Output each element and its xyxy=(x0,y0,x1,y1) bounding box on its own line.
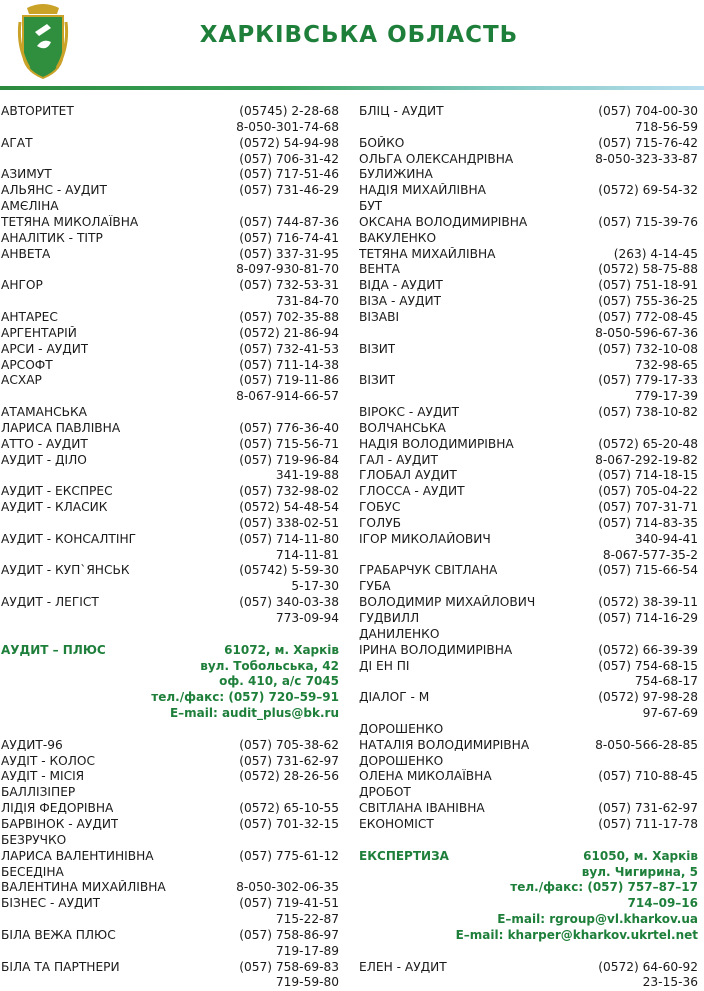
directory-row xyxy=(359,437,698,453)
directory-row xyxy=(359,342,698,358)
entry-phone: (0572) 64-60-92 xyxy=(598,959,698,974)
entry-name: АТТО - АУДИТ xyxy=(1,436,88,451)
entry-name: АРСОФТ xyxy=(1,357,53,372)
entry-name: СВІТЛАНА ІВАНІВНА xyxy=(359,801,485,816)
entry-name: АУДИТ-96 xyxy=(1,737,63,752)
entry-name: ЕЛЕН - АУДИТ xyxy=(359,959,447,974)
directory-row xyxy=(1,944,339,960)
directory-row xyxy=(1,373,339,389)
directory-row xyxy=(1,278,339,294)
entry-phone: 8-067-292-19-82 xyxy=(595,452,698,467)
page-title: ХАРКІВСЬКА ОБЛАСТЬ xyxy=(199,22,519,48)
directory-row xyxy=(359,659,698,675)
entry-phone: (057) 738-10-82 xyxy=(598,405,698,420)
directory-row xyxy=(359,801,698,817)
entry-phone: (0572) 65-20-48 xyxy=(598,436,698,451)
directory-row xyxy=(359,120,698,136)
directory-row xyxy=(1,912,339,928)
spacer xyxy=(1,722,339,738)
entry-phone: (05745) 2-28-68 xyxy=(239,104,339,118)
entry-phone: (057) 744-87-36 xyxy=(239,214,339,229)
directory-row xyxy=(359,152,698,168)
directory-row xyxy=(359,627,698,643)
directory-row xyxy=(1,247,339,263)
listing-contact-line: тел./факс: (057) 757–87–17 xyxy=(510,880,698,895)
directory-row xyxy=(1,516,339,532)
directory-row xyxy=(1,928,339,944)
directory-row xyxy=(359,167,698,183)
entry-name: БЛІЦ - АУДИТ xyxy=(359,104,444,118)
directory-row xyxy=(359,706,698,722)
entry-phone: (057) 751-18-91 xyxy=(598,278,698,293)
entry-name: ГЛОБАЛ АУДИТ xyxy=(359,468,457,483)
highlighted-listing xyxy=(1,643,339,722)
directory-row xyxy=(359,373,698,389)
entry-phone: (0572) 21-86-94 xyxy=(239,325,339,340)
entry-name: АРГЕНТАРІЙ xyxy=(1,325,77,340)
entry-phone: (057) 337-31-95 xyxy=(239,246,339,261)
entry-name: АУДИТ - ЛЕГІСТ xyxy=(1,595,99,610)
page-header xyxy=(0,0,704,92)
entry-name: ТЕТЯНА МИХАЙЛІВНА xyxy=(359,246,496,261)
entry-phone: (057) 754-68-15 xyxy=(598,658,698,673)
entry-name: АСХАР xyxy=(1,373,42,388)
entry-phone: 341-19-88 xyxy=(275,468,339,483)
directory-row xyxy=(1,880,339,896)
entry-name: ДОРОШЕНКО xyxy=(359,753,444,768)
entry-name: ГУДВИЛЛ xyxy=(359,611,420,625)
directory-row xyxy=(1,405,339,421)
directory-row xyxy=(1,152,339,168)
directory-row xyxy=(359,500,698,516)
directory-row xyxy=(359,136,698,152)
entry-name: БОЙКО xyxy=(359,135,405,150)
entry-name: НАДІЯ ВОЛОДИМИРІВНА xyxy=(359,436,514,451)
entry-phone: (057) 714-16-29 xyxy=(598,611,698,625)
entry-phone: 714-11-81 xyxy=(275,547,339,562)
entry-name: АЗИМУТ xyxy=(1,167,52,182)
directory-row xyxy=(1,548,339,564)
spacer xyxy=(1,627,339,643)
directory-row xyxy=(359,389,698,405)
directory-row xyxy=(1,500,339,516)
directory-row xyxy=(1,262,339,278)
directory-row xyxy=(1,833,339,849)
entry-phone: 715-22-87 xyxy=(275,912,339,927)
left-column xyxy=(1,104,339,991)
directory-row xyxy=(359,722,698,738)
entry-phone: (057) 779-17-33 xyxy=(598,373,698,388)
entry-name: ОЛЕНА МИКОЛАЇВНА xyxy=(359,769,492,784)
entry-phone: (057) 705-38-62 xyxy=(239,737,339,752)
entry-name: ВІЗАВІ xyxy=(359,309,400,324)
directory-row xyxy=(1,754,339,770)
directory-row xyxy=(1,294,339,310)
entry-name: ВАЛЕНТИНА МИХАЙЛІВНА xyxy=(1,880,166,895)
directory-row xyxy=(359,231,698,247)
entry-name: ДРОБОТ xyxy=(359,785,411,800)
entry-name: АУДИТ - КОНСАЛТІНГ xyxy=(1,531,137,546)
entry-phone: (057) 702-35-88 xyxy=(239,309,339,324)
entry-name: АРСИ - АУДИТ xyxy=(1,341,89,356)
entry-phone: 8-067-577-35-2 xyxy=(602,547,698,562)
entry-name: ОЛЬГА ОЛЕКСАНДРІВНА xyxy=(359,151,514,166)
directory-row xyxy=(359,484,698,500)
listing-contact-line: 714–09–16 xyxy=(627,896,698,911)
entry-phone: (0572) 69-54-32 xyxy=(598,183,698,198)
entry-phone: (057) 715-56-71 xyxy=(239,436,339,451)
entry-name: ВІЗИТ xyxy=(359,341,396,356)
entry-phone: (057) 732-10-08 xyxy=(598,341,698,356)
entry-name: ЛАРИСА ПАВЛІВНА xyxy=(1,420,121,435)
entry-name: БЕСЕДІНА xyxy=(1,864,64,879)
directory-row xyxy=(1,167,339,183)
directory-row xyxy=(359,817,698,833)
entry-phone: (057) 732-98-02 xyxy=(239,484,339,499)
entry-phone: (0572) 58-75-88 xyxy=(598,262,698,277)
entry-phone: (057) 714-11-80 xyxy=(239,531,339,546)
directory-row xyxy=(1,215,339,231)
directory-row xyxy=(1,310,339,326)
directory-row xyxy=(1,579,339,595)
directory-row xyxy=(1,342,339,358)
entry-phone: (057) 338-02-51 xyxy=(239,515,339,530)
entry-phone: (057) 701-32-15 xyxy=(239,816,339,831)
directory-row xyxy=(1,136,339,152)
entry-phone: 97-67-69 xyxy=(642,706,698,721)
directory-row xyxy=(359,215,698,231)
entry-name: ГЛОССА - АУДИТ xyxy=(359,484,465,499)
entry-phone: (057) 775-61-12 xyxy=(239,848,339,863)
entry-phone: (0572) 65-10-55 xyxy=(239,801,339,816)
entry-name: НАТАЛІЯ ВОЛОДИМИРІВНА xyxy=(359,737,530,752)
entry-phone: 732-98-65 xyxy=(634,357,698,372)
entry-name: АЛЬЯНС - АУДИТ xyxy=(1,183,107,198)
entry-phone: (057) 710-88-45 xyxy=(598,769,698,784)
directory-row xyxy=(359,563,698,579)
directory-row xyxy=(359,690,698,706)
entry-phone: 8-050-323-33-87 xyxy=(595,151,698,166)
entry-phone: (0572) 97-98-28 xyxy=(598,690,698,705)
entry-name: ОКСАНА ВОЛОДИМИРІВНА xyxy=(359,214,528,229)
directory-row xyxy=(1,389,339,405)
directory-row xyxy=(1,960,339,976)
directory-row xyxy=(1,358,339,374)
entry-name: АНАЛІТИК - ТІТР xyxy=(1,230,103,245)
entry-name: ВІЗИТ xyxy=(359,373,396,388)
directory-row xyxy=(1,738,339,754)
directory-row xyxy=(1,453,339,469)
entry-name: ГУБА xyxy=(359,579,391,594)
entry-name: АУДІТ - МІСІЯ xyxy=(1,769,85,784)
entry-phone: (05742) 5-59-30 xyxy=(239,563,339,578)
entry-phone: 23-15-36 xyxy=(642,975,698,990)
entry-name: БІЗНЕС - АУДИТ xyxy=(1,896,101,911)
directory-row xyxy=(359,262,698,278)
directory-row xyxy=(359,532,698,548)
entry-phone: 8-050-302-06-35 xyxy=(236,880,339,895)
entry-name: АГАТ xyxy=(1,135,33,150)
directory-row xyxy=(1,611,339,627)
spacer xyxy=(359,833,698,849)
entry-phone: (057) 772-08-45 xyxy=(598,309,698,324)
entry-phone: (0572) 38-39-11 xyxy=(598,595,698,610)
directory-row xyxy=(1,468,339,484)
directory-row xyxy=(359,421,698,437)
entry-name: ВІРОКС - АУДИТ xyxy=(359,405,460,420)
entry-name: АУДИТ - КУП`ЯНСЬК xyxy=(1,563,130,578)
entry-phone: 779-17-39 xyxy=(634,389,698,404)
directory-row xyxy=(1,849,339,865)
directory-row xyxy=(359,278,698,294)
directory-row xyxy=(359,405,698,421)
entry-name: ВОЛЧАНСЬКА xyxy=(359,420,446,435)
directory-row xyxy=(1,801,339,817)
entry-name: БУЛИЖИНА xyxy=(359,167,433,182)
entry-phone: 8-067-914-66-57 xyxy=(236,389,339,404)
directory-row xyxy=(1,896,339,912)
entry-phone: (0572) 54-48-54 xyxy=(239,500,339,515)
entry-phone: (057) 758-69-83 xyxy=(239,959,339,974)
entry-name: ДАНИЛЕНКО xyxy=(359,626,440,641)
directory-row xyxy=(1,865,339,881)
entry-phone: (057) 755-36-25 xyxy=(598,294,698,309)
entry-phone: (057) 706-31-42 xyxy=(239,151,339,166)
entry-phone: (057) 711-17-78 xyxy=(598,816,698,831)
entry-phone: (057) 715-66-54 xyxy=(598,563,698,578)
directory-row xyxy=(1,595,339,611)
entry-phone: 8-050-301-74-68 xyxy=(236,119,339,134)
entry-name: БУТ xyxy=(359,199,383,214)
entry-phone: 8-050-566-28-85 xyxy=(595,737,698,752)
entry-name: АНТАРЕС xyxy=(1,309,58,324)
entry-phone: (057) 732-53-31 xyxy=(239,278,339,293)
entry-phone: (057) 711-14-38 xyxy=(239,357,339,372)
directory-row xyxy=(359,294,698,310)
listing-company-name: ЕКСПЕРТИЗА xyxy=(359,848,449,863)
directory-row xyxy=(359,785,698,801)
entry-phone: 718-56-59 xyxy=(634,119,698,134)
entry-phone: (057) 719-11-86 xyxy=(239,373,339,388)
entry-phone: (057) 776-36-40 xyxy=(239,420,339,435)
directory-row xyxy=(359,358,698,374)
listing-contact-line: E–mail: kharper@kharkov.ukrtel.net xyxy=(455,927,698,942)
listing-company-name: АУДИТ – ПЛЮС xyxy=(1,642,106,657)
directory-row xyxy=(359,468,698,484)
right-column xyxy=(359,104,698,991)
directory-row xyxy=(1,484,339,500)
entry-name: АМЄЛІНА xyxy=(1,199,59,214)
entry-phone: 8-097-930-81-70 xyxy=(236,262,339,277)
directory-row xyxy=(359,453,698,469)
entry-name: ІРИНА ВОЛОДИМИРІВНА xyxy=(359,642,513,657)
directory-row xyxy=(359,247,698,263)
entry-phone: 754-68-17 xyxy=(634,674,698,689)
entry-phone: (057) 731-62-97 xyxy=(239,753,339,768)
directory-row xyxy=(359,595,698,611)
entry-phone: (0572) 66-39-39 xyxy=(598,642,698,657)
entry-phone: (057) 715-76-42 xyxy=(598,135,698,150)
entry-name: ВАКУЛЕНКО xyxy=(359,230,437,245)
listing-contact-line: тел./факс: (057) 720–59–91 xyxy=(151,690,339,705)
directory-row xyxy=(359,183,698,199)
directory-row xyxy=(359,579,698,595)
directory-row xyxy=(1,231,339,247)
directory-row xyxy=(1,563,339,579)
entry-name: БІЛА ВЕЖА ПЛЮС xyxy=(1,927,116,942)
directory-row xyxy=(359,611,698,627)
listing-contact-line: E–mail: rgroup@vl.kharkov.ua xyxy=(497,912,698,927)
directory-row xyxy=(1,183,339,199)
directory-row xyxy=(359,199,698,215)
entry-name: ВОЛОДИМИР МИХАЙЛОВИЧ xyxy=(359,595,536,610)
directory-row xyxy=(359,643,698,659)
directory-row xyxy=(1,785,339,801)
entry-name: АТАМАНСЬКА xyxy=(1,405,87,420)
entry-name: БАРВІНОК - АУДИТ xyxy=(1,816,119,831)
directory-row xyxy=(1,769,339,785)
directory-row xyxy=(359,754,698,770)
entry-name: ЕКОНОМІСТ xyxy=(359,816,434,831)
entry-phone: (057) 717-51-46 xyxy=(239,167,339,182)
entry-name: АУДІТ - КОЛОС xyxy=(1,753,95,768)
entry-name: НАДІЯ МИХАЙЛІВНА xyxy=(359,183,487,198)
entry-phone: (0572) 28-26-56 xyxy=(239,769,339,784)
listing-contact-line: 61072, м. Харків xyxy=(224,642,339,657)
listing-contact-line: 61050, м. Харків xyxy=(583,848,698,863)
listing-contact-line: вул. Тобольська, 42 xyxy=(200,658,339,673)
entry-phone: 719-17-89 xyxy=(275,943,339,958)
entry-phone: (057) 719-41-51 xyxy=(239,896,339,911)
directory-row xyxy=(359,674,698,690)
entry-name: ВІДА - АУДИТ xyxy=(359,278,443,293)
entry-phone: (057) 704-00-30 xyxy=(598,104,698,118)
entry-name: АНВЕТА xyxy=(1,246,51,261)
entry-phone: 8-050-596-67-36 xyxy=(595,325,698,340)
directory-row xyxy=(359,310,698,326)
listing-contact-line: оф. 410, а/с 7045 xyxy=(219,674,339,689)
entry-phone: 773-09-94 xyxy=(275,611,339,625)
directory-row xyxy=(359,960,698,976)
entry-phone: (057) 719-96-84 xyxy=(239,452,339,467)
directory-row xyxy=(1,532,339,548)
entry-phone: 731-84-70 xyxy=(275,294,339,309)
entry-name: АУДИТ - КЛАСИК xyxy=(1,500,108,515)
entry-name: ТЕТЯНА МИКОЛАЇВНА xyxy=(1,214,139,229)
entry-phone: (057) 758-86-97 xyxy=(239,927,339,942)
header-divider xyxy=(0,86,704,90)
listing-contact-line: E–mail: audit_plus@bk.ru xyxy=(169,706,339,721)
entry-phone: (263) 4-14-45 xyxy=(613,246,698,261)
directory-row xyxy=(359,769,698,785)
entry-name: ГАЛ - АУДИТ xyxy=(359,452,438,467)
directory-row xyxy=(359,516,698,532)
entry-name: ГРАБАРЧУК СВІТЛАНА xyxy=(359,563,498,578)
entry-name: ЛІДІЯ ФЕДОРІВНА xyxy=(1,801,114,816)
entry-phone: (057) 715-39-76 xyxy=(598,214,698,229)
entry-name: БІЛА ТА ПАРТНЕРИ xyxy=(1,959,120,974)
directory-row xyxy=(359,738,698,754)
entry-name: ГОЛУБ xyxy=(359,515,401,530)
highlighted-listing xyxy=(359,849,698,944)
directory-row xyxy=(359,104,698,120)
spacer xyxy=(359,944,698,960)
directory-row xyxy=(1,104,339,120)
entry-phone: 340-94-41 xyxy=(634,531,698,546)
directory-row xyxy=(1,421,339,437)
entry-name: ВЕНТА xyxy=(359,262,401,277)
entry-phone: (057) 707-31-71 xyxy=(598,500,698,515)
entry-phone: (057) 716-74-41 xyxy=(239,230,339,245)
entry-name: ГОБУС xyxy=(359,500,401,515)
entry-phone: (057) 705-04-22 xyxy=(598,484,698,499)
entry-name: АУДИТ - ДІЛО xyxy=(1,452,87,467)
entry-name: АУДИТ - ЕКСПРЕС xyxy=(1,484,113,499)
entry-name: ДІ ЕН ПІ xyxy=(359,658,410,673)
entry-phone: 5-17-30 xyxy=(291,579,339,594)
entry-phone: (057) 340-03-38 xyxy=(239,595,339,610)
directory-row xyxy=(1,120,339,136)
directory-row xyxy=(359,548,698,564)
directory-row xyxy=(1,437,339,453)
directory-row xyxy=(1,326,339,342)
entry-phone: (057) 731-62-97 xyxy=(598,801,698,816)
entry-phone: (057) 731-46-29 xyxy=(239,183,339,198)
entry-name: ІГОР МИКОЛАЙОВИЧ xyxy=(359,531,491,546)
entry-name: АНГОР xyxy=(1,278,43,293)
entry-name: БЕЗРУЧКО xyxy=(1,832,67,847)
entry-phone: (057) 714-18-15 xyxy=(598,468,698,483)
entry-phone: (057) 714-83-35 xyxy=(598,515,698,530)
directory-row xyxy=(1,817,339,833)
entry-name: БАЛЛІЗІПЕР xyxy=(1,785,76,800)
entry-phone: 719-59-80 xyxy=(275,975,339,990)
listing-contact-line: вул. Чигирина, 5 xyxy=(581,864,698,879)
entry-phone: (057) 732-41-53 xyxy=(239,341,339,356)
directory-row xyxy=(359,326,698,342)
entry-name: ВІЗА - АУДИТ xyxy=(359,294,442,309)
entry-phone: (0572) 54-94-98 xyxy=(239,135,339,150)
entry-name: АВТОРИТЕТ xyxy=(1,104,74,118)
entry-name: ДОРОШЕНКО xyxy=(359,721,444,736)
directory-row xyxy=(1,199,339,215)
entry-name: ЛАРИСА ВАЛЕНТИНІВНА xyxy=(1,848,154,863)
entry-name: ДІАЛОГ - М xyxy=(359,690,430,705)
